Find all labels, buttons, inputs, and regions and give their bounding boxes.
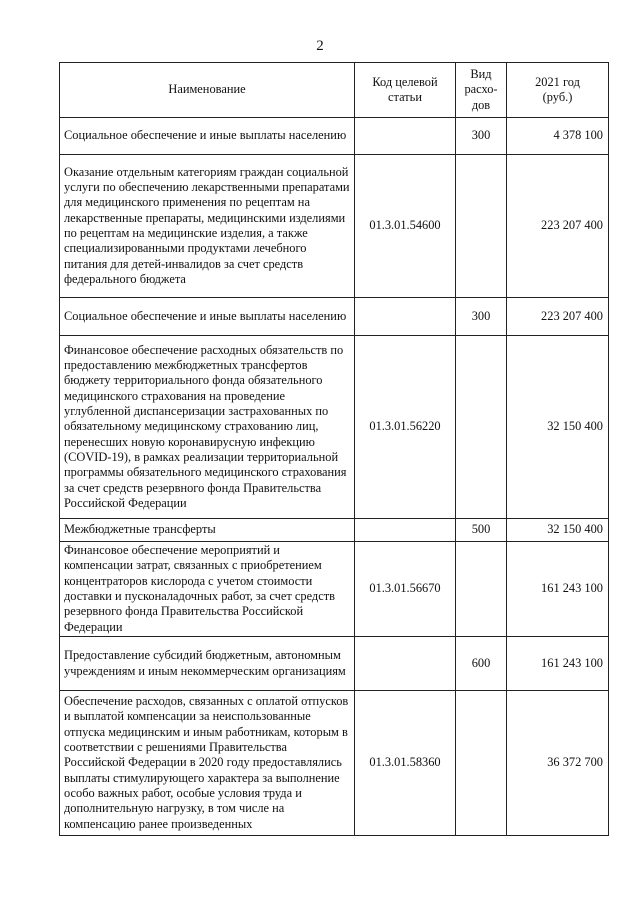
row-name: Обеспечение расходов, связанных с оплатой отпусков и выплатой компенсации за неиспользованные отпуска медицинским и иным работникам, которым в соответствии с решениями Правительства Российской Федерации в 2020 году предоставлялись выплаты стимулирующего характера за выполнение особо важных работ, особые условия труда и дополнительную нагрузку, в том числе на компенсацию ранее произведенных <box>60 691 355 836</box>
row-code <box>355 637 456 691</box>
row-name: Предоставление субсидий бюджетным, автономным учреждениям и иным некоммерческим организациям <box>60 637 355 691</box>
row-code: 01.3.01.58360 <box>355 691 456 836</box>
row-name: Социальное обеспечение и иные выплаты населению <box>60 298 355 336</box>
row-code: 01.3.01.54600 <box>355 155 456 298</box>
row-code <box>355 118 456 155</box>
row-sum: 36 372 700 <box>507 691 609 836</box>
table-row <box>60 336 609 519</box>
row-name: Оказание отдельным категориям граждан социальной услуги по обеспечению лекарственными препаратами для медицинского применения по рецептам на лекарственные препараты, медицинскими изделиями по рецептам на медицинские изделия, а также специализированными продуктами лечебного питания для детей-инвалидов за счет средств федерального бюджета <box>60 155 355 298</box>
table-row <box>60 298 609 336</box>
table-row <box>60 118 609 155</box>
header-name: Наименование <box>60 63 355 118</box>
row-kind: 300 <box>456 298 507 336</box>
row-sum: 161 243 100 <box>507 542 609 637</box>
header-sum: 2021 год (руб.) <box>507 63 609 118</box>
row-name: Социальное обеспечение и иные выплаты населению <box>60 118 355 155</box>
table-row <box>60 519 609 542</box>
page-number: 2 <box>316 38 324 54</box>
row-kind: 600 <box>456 637 507 691</box>
header-kind: Вид расхо-дов <box>456 63 507 118</box>
row-code <box>355 519 456 542</box>
budget-table <box>59 62 609 836</box>
table-header-row <box>60 63 609 118</box>
row-name: Финансовое обеспечение мероприятий и компенсации затрат, связанных с приобретением концентраторов кислорода с учетом стоимости доставки и пусконаладочных работ, за счет средств резервного фонда Правительства Российской Федерации <box>60 542 355 637</box>
row-sum: 223 207 400 <box>507 298 609 336</box>
row-code <box>355 298 456 336</box>
row-sum: 32 150 400 <box>507 336 609 519</box>
row-kind: 500 <box>456 519 507 542</box>
row-name: Финансовое обеспечение расходных обязательств по предоставлению межбюджетных трансфертов бюджету территориального фонда обязательного медицинского страхования на проведение углубленной диспансеризации застрахованных по обязательному медицинскому страхованию лиц, перенесших новую коронавирусную инфекцию (COVID-19), в рамках реализации территориальной программы обязательного медицинского страхования за счет средств резервного фонда Правительства Российской Федерации <box>60 336 355 519</box>
row-code: 01.3.01.56670 <box>355 542 456 637</box>
row-kind <box>456 336 507 519</box>
table-row <box>60 542 609 637</box>
table-row <box>60 155 609 298</box>
row-kind <box>456 691 507 836</box>
row-kind: 300 <box>456 118 507 155</box>
row-code: 01.3.01.56220 <box>355 336 456 519</box>
row-kind <box>456 542 507 637</box>
header-code: Код целевой статьи <box>355 63 456 118</box>
row-kind <box>456 155 507 298</box>
row-sum: 161 243 100 <box>507 637 609 691</box>
row-name: Межбюджетные трансферты <box>60 519 355 542</box>
table-row <box>60 637 609 691</box>
row-sum: 4 378 100 <box>507 118 609 155</box>
row-sum: 223 207 400 <box>507 155 609 298</box>
row-sum: 32 150 400 <box>507 519 609 542</box>
table-row <box>60 691 609 836</box>
